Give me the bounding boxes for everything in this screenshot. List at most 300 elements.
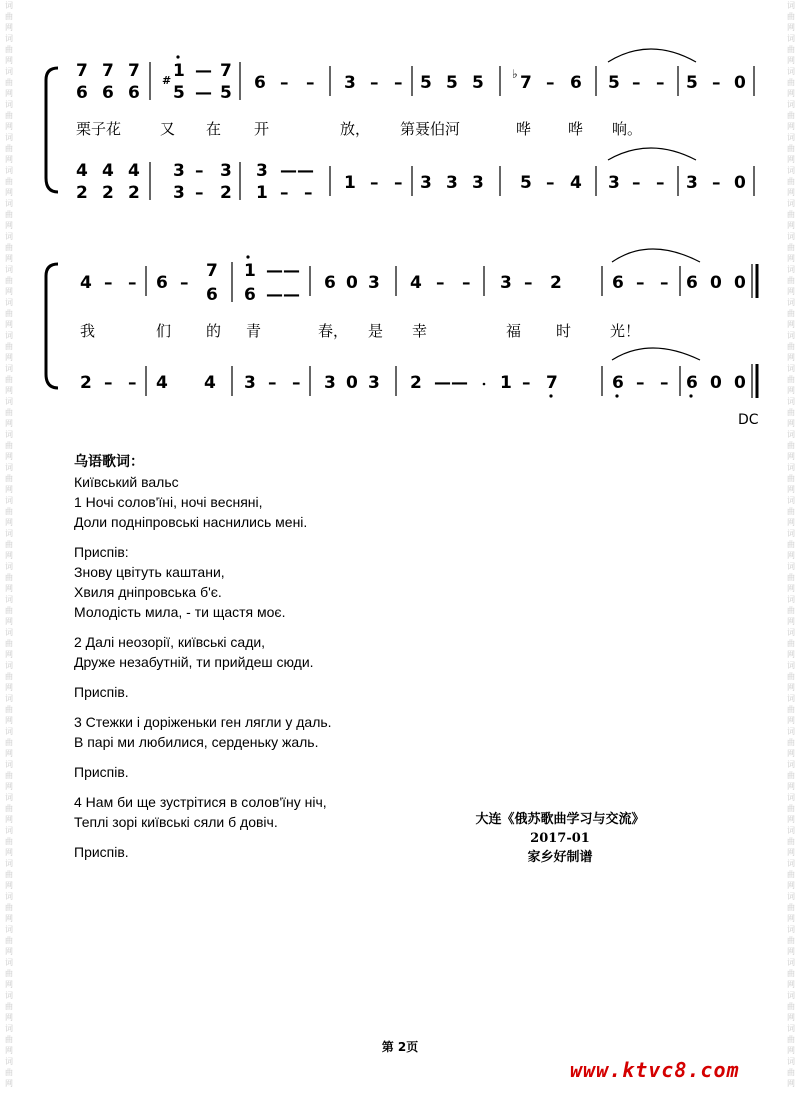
lyrics-gap [74,752,514,762]
watermark-char: 词 [787,298,795,307]
svg-text:–: – [280,73,289,93]
watermark-char: 曲 [5,837,13,846]
watermark-char: 网 [787,782,795,791]
watermark-char: 网 [5,1013,13,1022]
svg-text:3: 3 [344,73,356,93]
watermark-char: 曲 [787,606,795,615]
svg-text:–: – [656,173,665,193]
watermark-char: 词 [787,562,795,571]
s1-lyric-5: 放， [340,120,371,138]
watermark-char: 网 [5,914,13,923]
watermark-char: 曲 [5,441,13,450]
svg-text:6: 6 [686,373,698,393]
svg-text:–: – [306,73,315,93]
svg-text:5: 5 [472,73,484,93]
watermark-char: 网 [5,848,13,857]
watermark-char: 曲 [787,738,795,747]
s1-lyric-6: 第聂伯河 [400,120,461,138]
watermark-char: 词 [5,1,13,10]
watermark-char: 词 [5,232,13,241]
watermark-char: 网 [787,386,795,395]
watermark-char: 词 [5,727,13,736]
watermark-char: 网 [5,221,13,230]
svg-text:1: 1 [344,173,356,193]
s2-lyric-4: 青 [246,322,262,340]
svg-text:——: —— [266,285,300,305]
watermark-char: 网 [787,485,795,494]
svg-text:–: – [712,173,721,193]
svg-text:0: 0 [710,373,722,393]
svg-text:7: 7 [546,373,558,393]
watermark-char: 词 [787,892,795,901]
credit-line-1: 大连《俄苏歌曲学习与交流》 [475,812,645,827]
svg-text:3: 3 [244,373,256,393]
watermark-char: 曲 [5,45,13,54]
s2-lyric-5: 春， [318,322,349,340]
watermark-char: 网 [5,980,13,989]
credit-block [440,810,680,867]
watermark-char: 词 [5,298,13,307]
watermark-char: 网 [787,815,795,824]
watermark-char: 曲 [5,936,13,945]
watermark-char: 曲 [787,474,795,483]
page-number: 第 2页 [381,1040,419,1054]
dc-mark: DC [738,412,759,428]
lyrics-line: Друже незабутній, ти прийдеш сюди. [74,654,314,670]
watermark-char: 词 [5,628,13,637]
s2-lyric-9: 时 [556,322,572,340]
watermark-char: 网 [787,749,795,758]
watermark-char: 网 [5,386,13,395]
lyrics-line: Теплі зорі київські сяли б довіч. [74,814,278,830]
watermark-char: 曲 [5,12,13,21]
watermark-char: 网 [5,749,13,758]
watermark-char: 网 [787,89,795,98]
watermark-char: 网 [787,452,795,461]
s1-bottom-lower-1: 2 [76,183,88,203]
svg-text:—: — [195,61,212,81]
watermark-char: 曲 [787,540,795,549]
svg-text:–: – [195,183,204,203]
watermark-char: 词 [5,100,13,109]
s1-bottom-upper-2: 4 [102,161,114,181]
watermark-char: 曲 [787,210,795,219]
svg-text:–: – [128,373,137,393]
lyrics-line: В парі ми любилися, серденьку жаль. [74,734,319,750]
watermark-char: 曲 [5,375,13,384]
s1-top-upper-3: 7 [128,61,140,81]
svg-text:6: 6 [156,273,168,293]
svg-text:4: 4 [204,373,216,393]
watermark-char: 网 [787,1046,795,1055]
svg-text:5: 5 [420,73,432,93]
svg-text:3: 3 [368,373,380,393]
watermark-char: 词 [5,529,13,538]
system1-brace [46,68,58,192]
lyrics-gap [74,622,514,632]
svg-text:1: 1 [244,261,256,281]
watermark-char: 网 [787,683,795,692]
watermark-char: 网 [5,650,13,659]
lyrics-line: 1 Ночі солов'їні, ночі весняні, [74,494,263,510]
watermark-char: 词 [787,793,795,802]
watermark-char: 曲 [5,177,13,186]
watermark-char: 词 [5,331,13,340]
watermark-char: 曲 [787,507,795,516]
watermark-char: 词 [5,1057,13,1066]
watermark-char: 曲 [787,1035,795,1044]
svg-text:4: 4 [80,273,92,293]
system1-lower-staff [76,148,754,203]
svg-text:3: 3 [420,173,432,193]
watermark-char: 网 [787,188,795,197]
watermark-char: 词 [5,34,13,43]
svg-text:–: – [636,373,645,393]
svg-text:——: —— [266,261,300,281]
svg-text:6: 6 [324,273,336,293]
watermark-char: 网 [787,287,795,296]
svg-text:–: – [462,273,471,293]
system2-lower-staff [80,348,757,398]
watermark-char: 词 [5,463,13,472]
svg-text:0: 0 [734,373,746,393]
watermark-char: 曲 [787,969,795,978]
s1-top-lower-1: 6 [76,83,88,103]
watermark-char: 曲 [5,573,13,582]
svg-text:0: 0 [734,273,746,293]
watermark-char: 曲 [5,1002,13,1011]
watermark-char: 词 [5,397,13,406]
svg-text:3: 3 [173,161,185,181]
watermark-char: 词 [5,430,13,439]
svg-text:–: – [128,273,137,293]
lyrics-line: Молодість мила, - ти щастя моє. [74,604,286,620]
watermark-char: 曲 [5,1068,13,1077]
watermark-char: 曲 [787,672,795,681]
svg-text:3: 3 [500,273,512,293]
watermark-char: 词 [787,1,795,10]
s1-lyric-4: 开 [254,120,270,138]
s2-lyric-2: 们 [156,322,172,340]
s1-top-upper-2: 7 [102,61,114,81]
watermark-char: 词 [5,991,13,1000]
system2-upper-staff [80,249,757,305]
watermark-char: 词 [787,496,795,505]
watermark-char: 网 [5,485,13,494]
watermark-char: 曲 [5,309,13,318]
svg-text:4: 4 [410,273,422,293]
watermark-char: 网 [787,881,795,890]
watermark-char: 曲 [5,111,13,120]
watermark-char: 曲 [787,441,795,450]
svg-text:3: 3 [324,373,336,393]
svg-text:6: 6 [254,73,266,93]
watermark-char: 曲 [5,507,13,516]
watermark-char: 词 [787,595,795,604]
watermark-char: 曲 [5,540,13,549]
s2-lyric-6: 是 [368,322,384,340]
svg-text:5: 5 [520,173,532,193]
svg-text:0: 0 [734,173,746,193]
watermark-char: 曲 [5,672,13,681]
watermark-char: 网 [5,419,13,428]
lyrics-lines [74,492,514,862]
svg-text:5: 5 [220,83,232,103]
watermark-char: 曲 [787,837,795,846]
svg-text:0: 0 [346,273,358,293]
lyrics-gap [74,782,514,792]
watermark-char: 网 [5,353,13,362]
watermark-char: 曲 [5,705,13,714]
svg-text:–: – [660,273,669,293]
lyrics-heading: 乌语歌词： [74,454,144,470]
svg-text:–: – [280,183,289,203]
svg-text:–: – [656,73,665,93]
svg-text:7: 7 [520,73,532,93]
watermark-char: 网 [787,155,795,164]
watermark-char: 网 [5,122,13,131]
watermark-char: 词 [787,727,795,736]
watermark-char: 词 [5,199,13,208]
svg-text:3: 3 [368,273,380,293]
watermark-char: 词 [5,67,13,76]
watermark-char: 网 [787,551,795,560]
svg-text:–: – [632,73,641,93]
s1-lyric-7: 哗 [516,120,532,138]
svg-text:6: 6 [686,273,698,293]
watermark-char: 网 [5,881,13,890]
watermark-char: 网 [5,683,13,692]
watermark-char: 曲 [787,177,795,186]
watermark-char: 曲 [787,144,795,153]
watermark-char: 曲 [787,705,795,714]
svg-text:–: – [304,183,313,203]
lyrics-line: 2 Далі неозорії, київські сади, [74,634,266,650]
watermark-char: 网 [787,221,795,230]
watermark-char: 曲 [5,243,13,252]
watermark-char: 词 [787,34,795,43]
watermark-char: 词 [5,826,13,835]
svg-text:–: – [180,273,189,293]
watermark-char: 曲 [787,903,795,912]
s2-lyric-10: 光！ [610,322,641,340]
svg-text:1: 1 [256,183,268,203]
watermark-char: 网 [787,584,795,593]
watermark-char: 词 [787,529,795,538]
svg-text:3: 3 [472,173,484,193]
watermark-char: 曲 [787,804,795,813]
s1-lyric-3: 在 [206,120,222,138]
s1-lyric-2: 又 [160,120,176,138]
watermark-char: 曲 [5,342,13,351]
svg-text:–: – [636,273,645,293]
s1-bottom-upper-1: 4 [76,161,88,181]
watermark-char: 曲 [787,243,795,252]
svg-text:6: 6 [206,285,218,305]
watermark-char: 词 [787,760,795,769]
watermark-char: 曲 [5,474,13,483]
svg-text:♭: ♭ [512,67,518,81]
lyrics-line: Доли подніпровські наснились мені. [74,514,308,530]
watermark-char: 词 [787,199,795,208]
watermark-char: 曲 [5,969,13,978]
watermark-char: 词 [5,133,13,142]
s1-bottom-lower-2: 2 [102,183,114,203]
svg-text:0: 0 [734,73,746,93]
svg-text:—: — [195,83,212,103]
watermark-char: 网 [787,1013,795,1022]
site-watermark[interactable]: www.ktvc8.com [570,1058,740,1082]
svg-text:6: 6 [244,285,256,305]
watermark-char: 词 [787,958,795,967]
watermark-char: 词 [787,859,795,868]
svg-text:0: 0 [710,273,722,293]
watermark-char: 词 [787,826,795,835]
lyrics-line: Знову цвітуть каштани, [74,564,225,580]
lyrics-line: Приспів: [74,544,129,560]
watermark-char: 词 [787,397,795,406]
watermark-char: 网 [787,353,795,362]
svg-text:2: 2 [550,273,562,293]
svg-text:–: – [370,173,379,193]
watermark-char: 词 [5,892,13,901]
svg-text:4: 4 [570,173,582,193]
watermark-char: 网 [5,188,13,197]
watermark-char: 词 [787,430,795,439]
s2-lyric-7: 幸 [412,322,428,340]
svg-text:——: —— [280,161,314,181]
watermark-char: 网 [5,716,13,725]
watermark-char: 网 [5,551,13,560]
watermark-char: 词 [787,661,795,670]
svg-text:6: 6 [570,73,582,93]
svg-text:6: 6 [612,373,624,393]
svg-text:–: – [436,273,445,293]
watermark-char: 曲 [5,771,13,780]
watermark-char: 曲 [5,804,13,813]
lyrics-line: 4 Нам би ще зустрітися в солов'їну ніч, [74,794,327,810]
watermark-char: 曲 [787,276,795,285]
watermark-char: 网 [5,254,13,263]
lyrics-line: Хвиля дніпровська б'є. [74,584,222,600]
watermark-char: 词 [787,628,795,637]
s2-lyric-1: 我 [80,322,96,340]
svg-text:3: 3 [608,173,620,193]
watermark-char: 曲 [5,738,13,747]
s1-top-lower-3: 6 [128,83,140,103]
svg-text:–: – [394,73,403,93]
svg-text:5: 5 [686,73,698,93]
watermark-char: 曲 [5,639,13,648]
watermark-char: 曲 [787,111,795,120]
watermark-char: 网 [5,320,13,329]
svg-text:#: # [162,74,172,87]
watermark-char: 网 [5,947,13,956]
watermark-char: 词 [5,166,13,175]
watermark-char: 词 [5,925,13,934]
watermark-char: 词 [787,232,795,241]
watermark-char: 曲 [787,573,795,582]
watermark-char: 网 [787,419,795,428]
svg-text:–: – [546,73,555,93]
svg-text:–: – [660,373,669,393]
credit-line-3: 家乡好制谱 [527,850,593,865]
lyrics-line: Приспів. [74,684,129,700]
watermark-char: 网 [5,155,13,164]
watermark-char: 词 [5,1024,13,1033]
svg-text:–: – [394,173,403,193]
watermark-char: 曲 [787,12,795,21]
watermark-char: 曲 [787,309,795,318]
watermark-char: 词 [787,265,795,274]
watermark-char: 曲 [787,771,795,780]
lyrics-line: Приспів. [74,844,129,860]
watermark-char: 网 [5,815,13,824]
credit-line-2: 2017-01 [530,831,590,846]
watermark-char: 词 [787,100,795,109]
watermark-char: 词 [5,595,13,604]
watermark-char: 网 [5,1079,13,1088]
svg-text:3: 3 [220,161,232,181]
watermark-char: 网 [5,518,13,527]
watermark-char: 词 [5,958,13,967]
watermark-char: 曲 [5,408,13,417]
lyrics-block [74,452,514,862]
watermark-char: 词 [787,364,795,373]
svg-text:–: – [632,173,641,193]
svg-text:1: 1 [500,373,512,393]
watermark-char: 词 [5,364,13,373]
watermark-char: 词 [787,463,795,472]
watermark-char: 词 [5,496,13,505]
watermark-char: 曲 [787,408,795,417]
s1-lyric-8: 哗 [568,120,584,138]
watermark-char: 曲 [787,870,795,879]
svg-text:5: 5 [446,73,458,93]
watermark-char: 网 [787,254,795,263]
svg-text:1: 1 [173,61,185,81]
system1-upper-staff [76,49,754,103]
svg-text:–: – [195,161,204,181]
lyrics-title: Київський вальс [74,474,179,490]
svg-text:5: 5 [173,83,185,103]
svg-text:3: 3 [686,173,698,193]
watermark-char: 曲 [5,606,13,615]
svg-text:–: – [370,73,379,93]
svg-text:2: 2 [410,373,422,393]
svg-text:–: – [712,73,721,93]
lyrics-line: 3 Стежки і доріженьки ген лягли у даль. [74,714,332,730]
watermark-char: 词 [787,133,795,142]
watermark-char: 曲 [5,144,13,153]
watermark-char: 词 [787,694,795,703]
watermark-char: 网 [5,89,13,98]
svg-text:7: 7 [206,261,218,281]
lyrics-gap [74,672,514,682]
watermark-char: 网 [787,56,795,65]
watermark-char: 网 [787,518,795,527]
watermark-char: 网 [5,782,13,791]
watermark-char: 词 [787,925,795,934]
watermark-char: 网 [787,914,795,923]
watermark-char: 网 [5,56,13,65]
watermark-char: 词 [787,1057,795,1066]
lyrics-gap [74,532,514,542]
svg-text:3: 3 [173,183,185,203]
svg-text:4: 4 [156,373,168,393]
watermark-char: 曲 [787,936,795,945]
watermark-char: 网 [5,1046,13,1055]
